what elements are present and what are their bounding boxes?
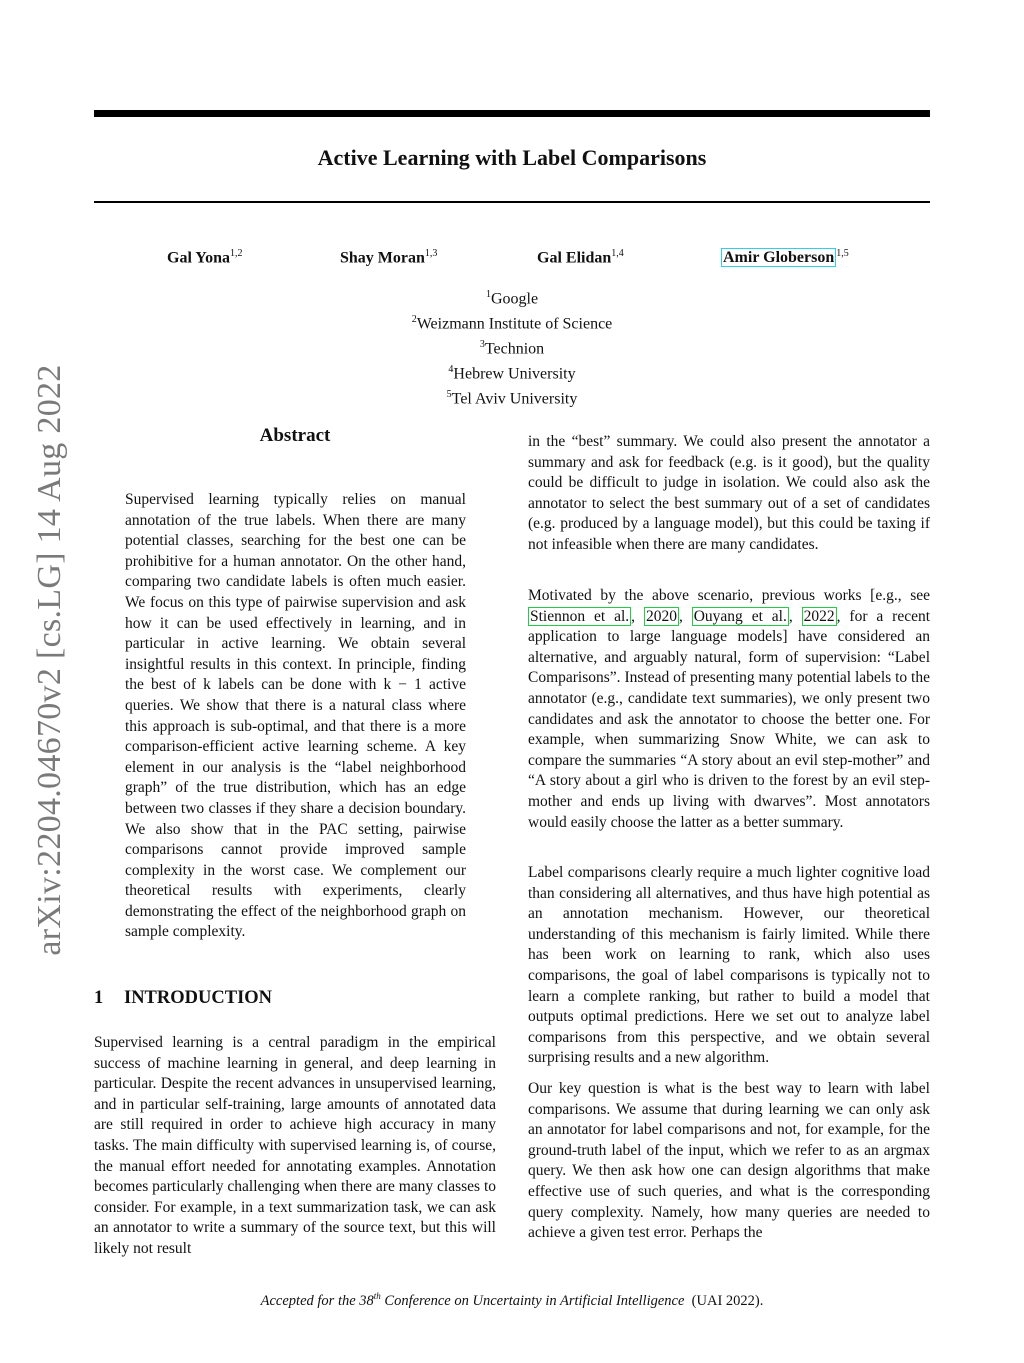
citation-link[interactable]: Stiennon et al. [530, 607, 630, 625]
arxiv-side-stamp: arXiv:2204.04670v2 [cs.LG] 14 Aug 2022 [31, 364, 68, 956]
affiliations [94, 285, 930, 410]
citation-link[interactable]: Ouyang et al. [693, 607, 787, 625]
footer-note: Accepted for the 38th Conference on Uncertainty in Artificial Intelligence (UAI 2022). [260, 1291, 764, 1309]
abstract-text: Supervised learning typically relies on manual annotation of the true labels. When there are many potential classes, searching for the best one can be prohibitive for a human annotator. On the other hand, comparing two candidate labels is often much easier. We focus on this type of pairwise supervision and ask how it can be used effectively in learning, and in particular in active learning. We obtain several insightful results in this context. In principle, finding the best of k labels can be done with k − 1 active queries. We show that there is a natural class where this approach is sub-optimal, and that there is a more comparison-efficient active learning scheme. A key element in our analysis is the “label neighborhood graph” of the true distribution, which has an edge between two classes if they share a decision boundary. We also show that in the PAC setting, pairwise comparisons cannot provide improved sample complexity in the worst case. We complement our theoretical results with experiments, clearly demonstrating the effect of the neighborhood graph on sample complexity. [125, 491, 466, 941]
author-1: Gal Yona$^{1,2}$ [167, 248, 243, 267]
abstract-heading: Abstract [259, 425, 331, 446]
affiliation-2: $^2$Weizmann Institute of Science [411, 313, 613, 333]
title-rule-top [94, 110, 930, 117]
right-paragraph-1: in the “best” summary. We could also present the annotator a summary and ask for feedback (e.g. is it good), but the quality could be difficult to judge in isolation. We could also ask the annotator to select the best summary out of a set of candidates (e.g. produced by a language model), but this could be taxing if not infeasible when there are many candidates. [528, 433, 930, 553]
section-heading: 1 INTRODUCTION [94, 988, 273, 1008]
paper-title: Active Learning with Label Comparisons [317, 145, 707, 170]
affiliation-5: $^5$Tel Aviv University [446, 388, 578, 408]
citation-link[interactable]: 2020 [645, 607, 677, 625]
author-3: Gal Elidan$^{1,4}$ [537, 248, 624, 267]
citation-link[interactable]: 2022 [803, 607, 835, 625]
author-link[interactable]: Amir Globerson [723, 249, 835, 267]
right-paragraph-3: Label comparisons clearly require a much lighter cognitive load than considering all alternatives, and thus have high potential as an annotation mechanism. However, our theoretical understanding of this mechanism is fairly limited. While there has been work on learning to rank, which also uses comparisons, the goal of label comparisons is typically not to learn a complete ranking, but rather to build a model that outputs optimal predictions. Here we set out to analyze label comparisons from this perspective, and we obtain several surprising results and a new algorithm. [528, 864, 930, 1067]
affiliation-4: $^4$Hebrew University [448, 363, 576, 383]
right-paragraph-4: Our key question is what is the best way to learn with label comparisons. We assume that during learning we can only ask an annotator for label comparisons and not, for example, for the ground-truth label of the input, which we refer to as an argmax query. We then ask how one can design algorithms that make effective use of such queries, and what is the corresponding query complexity. Namely, how many queries are needed to achieve a given test error. Perhaps the [528, 1080, 930, 1242]
author-4: Amir Globerson $^{1,5}$ [723, 248, 849, 267]
affiliation-3: $^3$Technion [479, 338, 545, 358]
title-rule-bottom [94, 201, 930, 203]
intro-paragraph-1: Supervised learning is a central paradigm in the empirical success of machine learning in general, and deep learning in particular. Despite the recent advances in unsupervised learning, and in particular self-training, large amounts of annotated data are still required in order to achieve high accuracy in many tasks. The main difficulty with supervised learning is, of course, the manual effort needed for annotating examples. Annotation becomes particularly challenging when there are many classes to consider. For example, in a text summarization task, we can ask an annotator to write a summary of the source text, but this will likely not result [94, 1034, 496, 1257]
affiliation-1: $^1$Google [485, 289, 539, 308]
right-paragraph-2: Motivated by the above scenario, previous works [e.g., see Stiennon et al. , 2020 , Ouyang et al. , 2022 , for a recent application to large language models] have considered an alternative, and arguably natural, form of supervision: “Label Comparisons”. Instead of presenting many potential labels to the annotator (e.g., candidate text summaries), we only present two candidates and ask the annotator to choose the better one. For example, when summarizing Snow White, we can ask to compare the summaries “A story about an evil step-mother” and “A story about a girl who is driven to the forest by an evil step-mother and ends up living with dwarves”. Most annotators would easily choose the latter as a better summary. [528, 587, 931, 831]
author-2: Shay Moran$^{1,3}$ [340, 248, 438, 267]
